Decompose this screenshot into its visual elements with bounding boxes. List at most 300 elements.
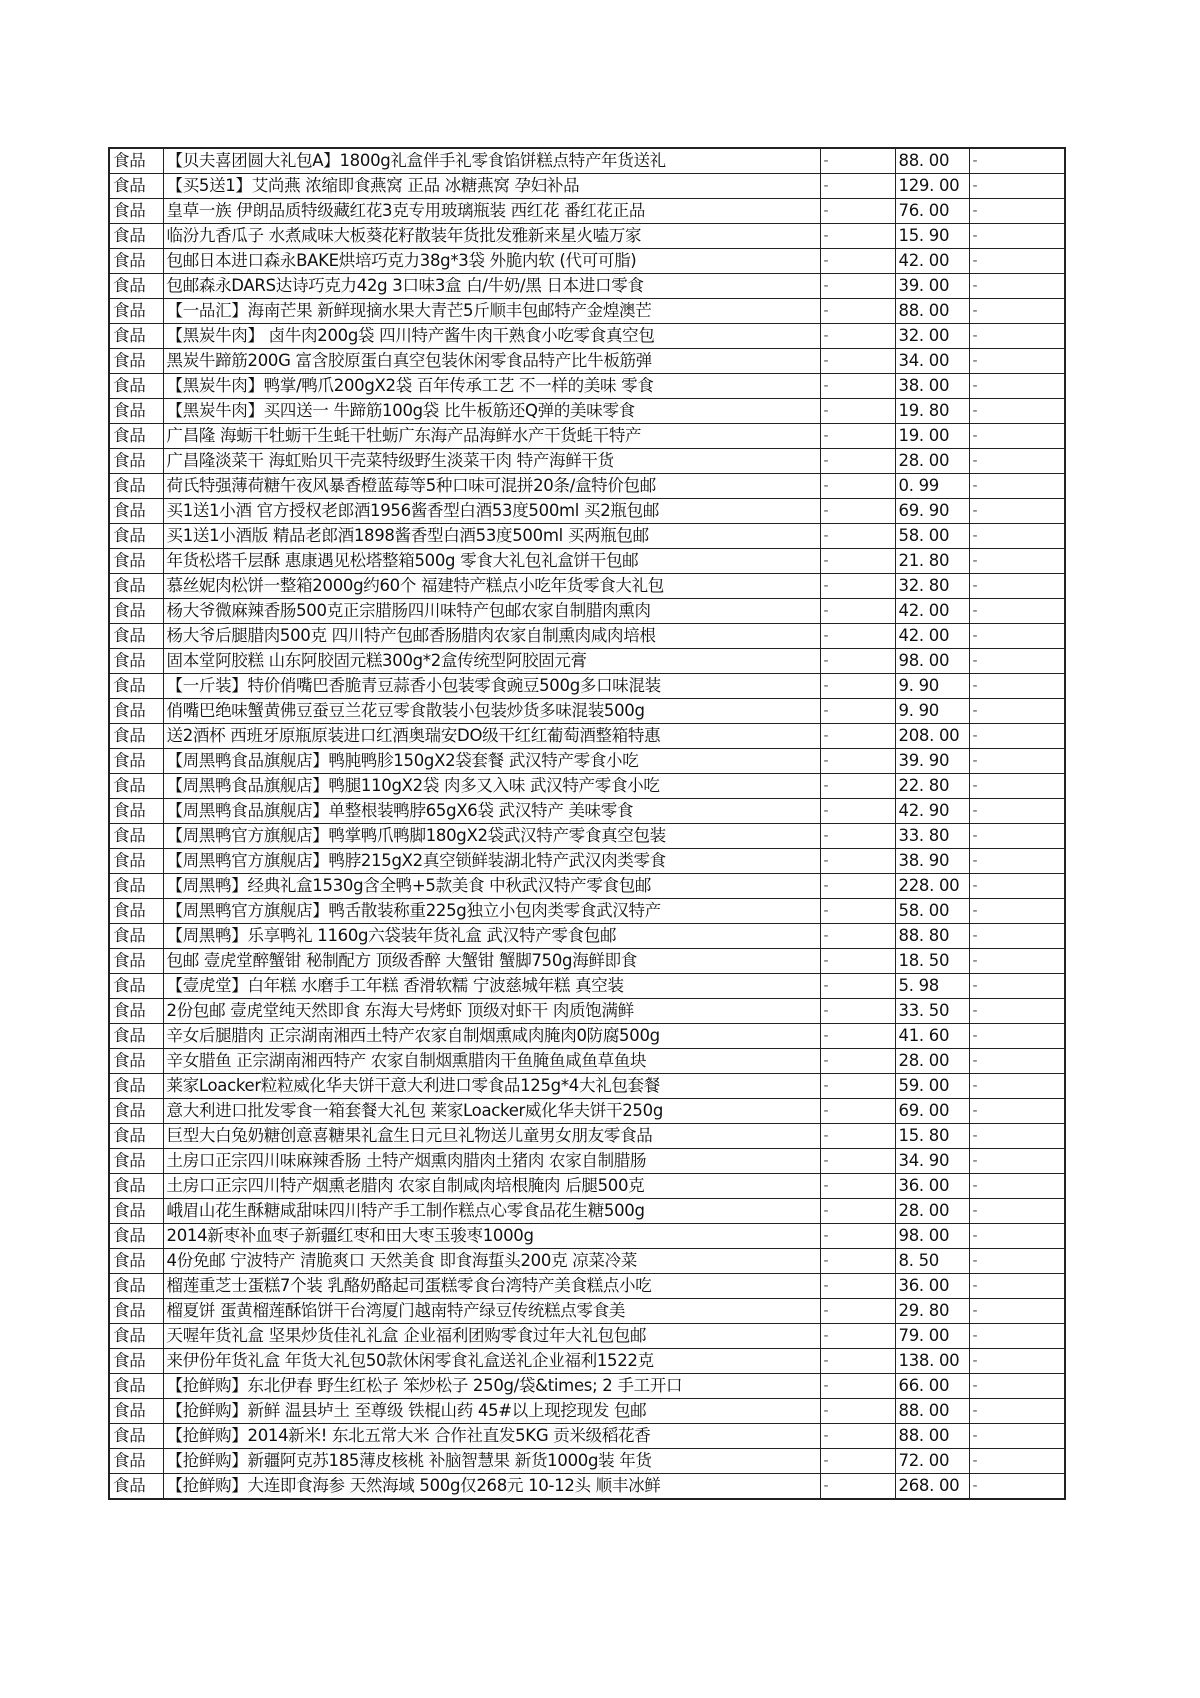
- product-name-cell: 【抢鲜购】新疆阿克苏185薄皮核桃 补脑智慧果 新货1000g装 年货: [163, 1449, 820, 1474]
- category-cell: 食品: [109, 974, 163, 999]
- product-name-cell: 峨眉山花生酥糖咸甜味四川特产手工制作糕点心零食品花生糖500g: [163, 1199, 820, 1224]
- price-cell: 42. 90: [895, 799, 969, 824]
- price-cell: 34. 00: [895, 349, 969, 374]
- blank-cell: -: [820, 599, 895, 624]
- category-cell: 食品: [109, 1424, 163, 1449]
- category-cell: 食品: [109, 399, 163, 424]
- category-cell: 食品: [109, 1349, 163, 1374]
- price-cell: 98. 00: [895, 649, 969, 674]
- note-cell: -: [969, 449, 1065, 474]
- blank-cell: -: [820, 524, 895, 549]
- note-cell: -: [969, 799, 1065, 824]
- table-row: [109, 374, 1065, 399]
- blank-cell: -: [820, 799, 895, 824]
- price-cell: 28. 00: [895, 1199, 969, 1224]
- price-cell: 129. 00: [895, 174, 969, 199]
- note-cell: -: [969, 148, 1065, 174]
- product-name-cell: 【黑炭牛肉】鸭掌/鸭爪200gX2袋 百年传承工艺 不一样的美味 零食: [163, 374, 820, 399]
- price-cell: 34. 90: [895, 1149, 969, 1174]
- category-cell: 食品: [109, 1374, 163, 1399]
- price-cell: 76. 00: [895, 199, 969, 224]
- category-cell: 食品: [109, 824, 163, 849]
- table-row: [109, 874, 1065, 899]
- product-name-cell: 辛女腊鱼 正宗湖南湘西特产 农家自制烟熏腊肉干鱼腌鱼咸鱼草鱼块: [163, 1049, 820, 1074]
- product-name-cell: 【周黑鸭食品旗舰店】鸭肫鸭胗150gX2袋套餐 武汉特产零食小吃: [163, 749, 820, 774]
- category-cell: 食品: [109, 849, 163, 874]
- note-cell: -: [969, 474, 1065, 499]
- table-row: [109, 1449, 1065, 1474]
- product-name-cell: 广昌隆淡菜干 海虹贻贝干壳菜特级野生淡菜干肉 特产海鲜干货: [163, 449, 820, 474]
- category-cell: 食品: [109, 1449, 163, 1474]
- product-name-cell: 俏嘴巴绝味蟹黄佛豆蚕豆兰花豆零食散装小包装炒货多味混装500g: [163, 699, 820, 724]
- product-name-cell: 【周黑鸭】经典礼盒1530g含全鸭+5款美食 中秋武汉特产零食包邮: [163, 874, 820, 899]
- blank-cell: -: [820, 174, 895, 199]
- table-row: [109, 1349, 1065, 1374]
- note-cell: -: [969, 374, 1065, 399]
- table-row: [109, 1299, 1065, 1324]
- note-cell: -: [969, 724, 1065, 749]
- blank-cell: -: [820, 424, 895, 449]
- note-cell: -: [969, 174, 1065, 199]
- price-cell: 42. 00: [895, 624, 969, 649]
- note-cell: -: [969, 299, 1065, 324]
- product-name-cell: 莱家Loacker粒粒威化华夫饼干意大利进口零食品125g*4大礼包套餐: [163, 1074, 820, 1099]
- note-cell: -: [969, 199, 1065, 224]
- note-cell: -: [969, 499, 1065, 524]
- note-cell: -: [969, 1274, 1065, 1299]
- table-row: [109, 649, 1065, 674]
- category-cell: 食品: [109, 1224, 163, 1249]
- table-row: [109, 1399, 1065, 1424]
- table-row: [109, 1474, 1065, 1500]
- product-name-cell: 【抢鲜购】东北伊春 野生红松子 笨炒松子 250g/袋&times; 2 手工开口: [163, 1374, 820, 1399]
- note-cell: -: [969, 1199, 1065, 1224]
- price-cell: 5. 98: [895, 974, 969, 999]
- price-cell: 88. 00: [895, 299, 969, 324]
- table-row: [109, 1074, 1065, 1099]
- table-row: [109, 599, 1065, 624]
- note-cell: -: [969, 924, 1065, 949]
- note-cell: -: [969, 1424, 1065, 1449]
- blank-cell: -: [820, 949, 895, 974]
- blank-cell: -: [820, 724, 895, 749]
- table-row: [109, 674, 1065, 699]
- category-cell: 食品: [109, 174, 163, 199]
- product-name-cell: 【黑炭牛肉】买四送一 牛蹄筋100g袋 比牛板筋还Q弹的美味零食: [163, 399, 820, 424]
- price-cell: 268. 00: [895, 1474, 969, 1500]
- category-cell: 食品: [109, 249, 163, 274]
- price-cell: 29. 80: [895, 1299, 969, 1324]
- category-cell: 食品: [109, 1199, 163, 1224]
- note-cell: -: [969, 699, 1065, 724]
- note-cell: -: [969, 1399, 1065, 1424]
- note-cell: -: [969, 674, 1065, 699]
- category-cell: 食品: [109, 574, 163, 599]
- blank-cell: -: [820, 1274, 895, 1299]
- blank-cell: -: [820, 1149, 895, 1174]
- note-cell: -: [969, 224, 1065, 249]
- product-name-cell: 天喔年货礼盒 坚果炒货佳礼礼盒 企业福利团购零食过年大礼包包邮: [163, 1324, 820, 1349]
- price-cell: 228. 00: [895, 874, 969, 899]
- price-cell: 33. 80: [895, 824, 969, 849]
- category-cell: 食品: [109, 1124, 163, 1149]
- category-cell: 食品: [109, 1074, 163, 1099]
- note-cell: -: [969, 624, 1065, 649]
- blank-cell: -: [820, 674, 895, 699]
- product-name-cell: 固本堂阿胶糕 山东阿胶固元糕300g*2盒传统型阿胶固元膏: [163, 649, 820, 674]
- product-name-cell: 2份包邮 壹虎堂纯天然即食 东海大号烤虾 顶级对虾干 肉质饱满鲜: [163, 999, 820, 1024]
- price-cell: 19. 00: [895, 424, 969, 449]
- product-name-cell: 买1送1小酒 官方授权老郎酒1956酱香型白酒53度500ml 买2瓶包邮: [163, 499, 820, 524]
- note-cell: -: [969, 549, 1065, 574]
- product-name-cell: 【周黑鸭官方旗舰店】鸭脖215gX2真空锁鲜装湖北特产武汉肉类零食: [163, 849, 820, 874]
- table-row: [109, 199, 1065, 224]
- product-name-cell: 临汾九香瓜子 水煮咸味大板葵花籽散装年货批发雅新来星火嗑万家: [163, 224, 820, 249]
- table-row: [109, 349, 1065, 374]
- price-cell: 32. 00: [895, 324, 969, 349]
- note-cell: -: [969, 1324, 1065, 1349]
- price-cell: 15. 80: [895, 1124, 969, 1149]
- product-name-cell: 巨型大白兔奶糖创意喜糖果礼盒生日元旦礼物送儿童男女朋友零食品: [163, 1124, 820, 1149]
- note-cell: -: [969, 1124, 1065, 1149]
- note-cell: -: [969, 399, 1065, 424]
- blank-cell: -: [820, 774, 895, 799]
- price-cell: 15. 90: [895, 224, 969, 249]
- table-row: [109, 949, 1065, 974]
- product-name-cell: 包邮 壹虎堂醉蟹钳 秘制配方 顶级香醉 大蟹钳 蟹脚750g海鲜即食: [163, 949, 820, 974]
- table-row: [109, 299, 1065, 324]
- table-row: [109, 524, 1065, 549]
- price-cell: 22. 80: [895, 774, 969, 799]
- table-row: [109, 724, 1065, 749]
- product-name-cell: 土房口正宗四川特产烟熏老腊肉 农家自制咸肉培根腌肉 后腿500克: [163, 1174, 820, 1199]
- table-row: [109, 148, 1065, 174]
- blank-cell: -: [820, 1174, 895, 1199]
- price-cell: 88. 00: [895, 1424, 969, 1449]
- table-row: [109, 899, 1065, 924]
- product-name-cell: 【一品汇】海南芒果 新鲜现摘水果大青芒5斤顺丰包邮特产金煌澳芒: [163, 299, 820, 324]
- note-cell: -: [969, 849, 1065, 874]
- price-cell: 18. 50: [895, 949, 969, 974]
- product-name-cell: 杨大爷微麻辣香肠500克正宗腊肠四川味特产包邮农家自制腊肉熏肉: [163, 599, 820, 624]
- note-cell: -: [969, 974, 1065, 999]
- blank-cell: -: [820, 1224, 895, 1249]
- price-cell: 138. 00: [895, 1349, 969, 1374]
- table-row: [109, 974, 1065, 999]
- blank-cell: -: [820, 624, 895, 649]
- blank-cell: -: [820, 1399, 895, 1424]
- blank-cell: -: [820, 1299, 895, 1324]
- category-cell: 食品: [109, 1149, 163, 1174]
- product-name-cell: 荷氏特强薄荷糖午夜风暴香橙蓝莓等5种口味可混拼20条/盒特价包邮: [163, 474, 820, 499]
- table-row: [109, 1249, 1065, 1274]
- blank-cell: -: [820, 1099, 895, 1124]
- table-row: [109, 499, 1065, 524]
- price-cell: 58. 00: [895, 524, 969, 549]
- table-row: [109, 624, 1065, 649]
- category-cell: 食品: [109, 199, 163, 224]
- product-table: [108, 147, 1066, 1500]
- note-cell: -: [969, 1174, 1065, 1199]
- note-cell: -: [969, 1049, 1065, 1074]
- price-cell: 21. 80: [895, 549, 969, 574]
- category-cell: 食品: [109, 324, 163, 349]
- note-cell: -: [969, 599, 1065, 624]
- note-cell: -: [969, 899, 1065, 924]
- category-cell: 食品: [109, 299, 163, 324]
- product-name-cell: 意大利进口批发零食一箱套餐大礼包 莱家Loacker威化华夫饼干250g: [163, 1099, 820, 1124]
- category-cell: 食品: [109, 1274, 163, 1299]
- price-cell: 42. 00: [895, 249, 969, 274]
- category-cell: 食品: [109, 1299, 163, 1324]
- price-cell: 69. 00: [895, 1099, 969, 1124]
- note-cell: -: [969, 999, 1065, 1024]
- table-row: [109, 174, 1065, 199]
- note-cell: -: [969, 524, 1065, 549]
- category-cell: 食品: [109, 874, 163, 899]
- note-cell: -: [969, 424, 1065, 449]
- category-cell: 食品: [109, 749, 163, 774]
- price-cell: 72. 00: [895, 1449, 969, 1474]
- category-cell: 食品: [109, 374, 163, 399]
- category-cell: 食品: [109, 524, 163, 549]
- note-cell: -: [969, 249, 1065, 274]
- table-row: [109, 699, 1065, 724]
- price-cell: 32. 80: [895, 574, 969, 599]
- price-cell: 28. 00: [895, 1049, 969, 1074]
- category-cell: 食品: [109, 1174, 163, 1199]
- category-cell: 食品: [109, 999, 163, 1024]
- price-cell: 39. 00: [895, 274, 969, 299]
- category-cell: 食品: [109, 549, 163, 574]
- note-cell: -: [969, 324, 1065, 349]
- blank-cell: -: [820, 199, 895, 224]
- table-row: [109, 1174, 1065, 1199]
- table-row: [109, 1274, 1065, 1299]
- table-row: [109, 1024, 1065, 1049]
- product-name-cell: 杨大爷后腿腊肉500克 四川特产包邮香肠腊肉农家自制熏肉咸肉培根: [163, 624, 820, 649]
- product-name-cell: 【买5送1】艾尚燕 浓缩即食燕窝 正品 冰糖燕窝 孕妇补品: [163, 174, 820, 199]
- category-cell: 食品: [109, 599, 163, 624]
- table-row: [109, 1374, 1065, 1399]
- table-row: [109, 399, 1065, 424]
- table-row: [109, 224, 1065, 249]
- blank-cell: -: [820, 549, 895, 574]
- product-name-cell: 【贝夫喜团圆大礼包A】1800g礼盒伴手礼零食馅饼糕点特产年货送礼: [163, 148, 820, 174]
- category-cell: 食品: [109, 1099, 163, 1124]
- category-cell: 食品: [109, 1324, 163, 1349]
- price-cell: 208. 00: [895, 724, 969, 749]
- blank-cell: -: [820, 324, 895, 349]
- table-row: [109, 924, 1065, 949]
- blank-cell: -: [820, 474, 895, 499]
- category-cell: 食品: [109, 1249, 163, 1274]
- table-row: [109, 1149, 1065, 1174]
- product-name-cell: 【周黑鸭官方旗舰店】鸭掌鸭爪鸭脚180gX2袋武汉特产零食真空包装: [163, 824, 820, 849]
- note-cell: -: [969, 649, 1065, 674]
- blank-cell: -: [820, 349, 895, 374]
- blank-cell: -: [820, 924, 895, 949]
- price-cell: 58. 00: [895, 899, 969, 924]
- price-cell: 33. 50: [895, 999, 969, 1024]
- table-row: [109, 749, 1065, 774]
- product-name-cell: 辛女后腿腊肉 正宗湖南湘西土特产农家自制烟熏咸肉腌肉0防腐500g: [163, 1024, 820, 1049]
- price-cell: 36. 00: [895, 1174, 969, 1199]
- blank-cell: -: [820, 499, 895, 524]
- category-cell: 食品: [109, 148, 163, 174]
- category-cell: 食品: [109, 724, 163, 749]
- product-name-cell: 年货松塔千层酥 惠康遇见松塔整箱500g 零食大礼包礼盒饼干包邮: [163, 549, 820, 574]
- product-name-cell: 包邮森永DARS达诗巧克力42g 3口味3盒 白/牛奶/黑 日本进口零食: [163, 274, 820, 299]
- price-cell: 79. 00: [895, 1324, 969, 1349]
- price-cell: 88. 80: [895, 924, 969, 949]
- category-cell: 食品: [109, 224, 163, 249]
- table-row: [109, 849, 1065, 874]
- price-cell: 28. 00: [895, 449, 969, 474]
- category-cell: 食品: [109, 1474, 163, 1500]
- product-name-cell: 包邮日本进口森永BAKE烘培巧克力38g*3袋 外脆内软 (代可可脂): [163, 249, 820, 274]
- table-row: [109, 799, 1065, 824]
- table-row: [109, 249, 1065, 274]
- table-row: [109, 1224, 1065, 1249]
- product-name-cell: 来伊份年货礼盒 年货大礼包50款休闲零食礼盒送礼企业福利1522克: [163, 1349, 820, 1374]
- note-cell: -: [969, 1349, 1065, 1374]
- table-row: [109, 424, 1065, 449]
- blank-cell: -: [820, 1474, 895, 1500]
- blank-cell: -: [820, 1449, 895, 1474]
- category-cell: 食品: [109, 1049, 163, 1074]
- product-name-cell: 【周黑鸭食品旗舰店】单整根装鸭脖65gX6袋 武汉特产 美味零食: [163, 799, 820, 824]
- blank-cell: -: [820, 274, 895, 299]
- product-name-cell: 【周黑鸭】乐享鸭礼 1160g六袋装年货礼盒 武汉特产零食包邮: [163, 924, 820, 949]
- table-row: [109, 474, 1065, 499]
- product-name-cell: 【黑炭牛肉】 卤牛肉200g袋 四川特产酱牛肉干熟食小吃零食真空包: [163, 324, 820, 349]
- product-name-cell: 【周黑鸭官方旗舰店】鸭舌散装称重225g独立小包肉类零食武汉特产: [163, 899, 820, 924]
- table-row: [109, 824, 1065, 849]
- table-row: [109, 324, 1065, 349]
- note-cell: -: [969, 1299, 1065, 1324]
- blank-cell: -: [820, 299, 895, 324]
- blank-cell: -: [820, 874, 895, 899]
- blank-cell: -: [820, 974, 895, 999]
- blank-cell: -: [820, 1424, 895, 1449]
- table-row: [109, 549, 1065, 574]
- note-cell: -: [969, 1224, 1065, 1249]
- blank-cell: -: [820, 374, 895, 399]
- price-cell: 9. 90: [895, 699, 969, 724]
- category-cell: 食品: [109, 774, 163, 799]
- blank-cell: -: [820, 649, 895, 674]
- table-row: [109, 1324, 1065, 1349]
- note-cell: -: [969, 1149, 1065, 1174]
- blank-cell: -: [820, 1199, 895, 1224]
- note-cell: -: [969, 874, 1065, 899]
- category-cell: 食品: [109, 624, 163, 649]
- product-name-cell: 【周黑鸭食品旗舰店】鸭腿110gX2袋 肉多又入味 武汉特产零食小吃: [163, 774, 820, 799]
- blank-cell: -: [820, 1024, 895, 1049]
- blank-cell: -: [820, 749, 895, 774]
- blank-cell: -: [820, 1249, 895, 1274]
- note-cell: -: [969, 1374, 1065, 1399]
- blank-cell: -: [820, 999, 895, 1024]
- price-cell: 42. 00: [895, 599, 969, 624]
- blank-cell: -: [820, 1074, 895, 1099]
- table-row: [109, 1199, 1065, 1224]
- note-cell: -: [969, 1074, 1065, 1099]
- table-row: [109, 449, 1065, 474]
- product-name-cell: 慕丝妮肉松饼一整箱2000g约60个 福建特产糕点小吃年货零食大礼包: [163, 574, 820, 599]
- table-row: [109, 1124, 1065, 1149]
- blank-cell: -: [820, 1324, 895, 1349]
- blank-cell: -: [820, 849, 895, 874]
- category-cell: 食品: [109, 799, 163, 824]
- category-cell: 食品: [109, 274, 163, 299]
- product-name-cell: 【抢鲜购】2014新米! 东北五常大米 合作社直发5KG 贡米级稻花香: [163, 1424, 820, 1449]
- note-cell: -: [969, 1249, 1065, 1274]
- category-cell: 食品: [109, 899, 163, 924]
- product-name-cell: 土房口正宗四川味麻辣香肠 土特产烟熏肉腊肉土猪肉 农家自制腊肠: [163, 1149, 820, 1174]
- price-cell: 69. 90: [895, 499, 969, 524]
- note-cell: -: [969, 824, 1065, 849]
- product-name-cell: 2014新枣补血枣子新疆红枣和田大枣玉骏枣1000g: [163, 1224, 820, 1249]
- blank-cell: -: [820, 824, 895, 849]
- category-cell: 食品: [109, 349, 163, 374]
- product-name-cell: 【一斤装】特价俏嘴巴香脆青豆蒜香小包装零食豌豆500g多口味混装: [163, 674, 820, 699]
- category-cell: 食品: [109, 1024, 163, 1049]
- price-cell: 59. 00: [895, 1074, 969, 1099]
- category-cell: 食品: [109, 699, 163, 724]
- table-row: [109, 999, 1065, 1024]
- product-name-cell: 皇草一族 伊朗品质特级藏红花3克专用玻璃瓶装 西红花 番红花正品: [163, 199, 820, 224]
- price-cell: 98. 00: [895, 1224, 969, 1249]
- price-cell: 9. 90: [895, 674, 969, 699]
- product-name-cell: 4份免邮 宁波特产 清脆爽口 天然美食 即食海蜇头200克 凉菜冷菜: [163, 1249, 820, 1274]
- product-name-cell: 送2酒杯 西班牙原瓶原装进口红酒奥瑞安DO级干红红葡萄酒整箱特惠: [163, 724, 820, 749]
- price-cell: 38. 00: [895, 374, 969, 399]
- category-cell: 食品: [109, 949, 163, 974]
- category-cell: 食品: [109, 674, 163, 699]
- price-cell: 36. 00: [895, 1274, 969, 1299]
- note-cell: -: [969, 1474, 1065, 1500]
- blank-cell: -: [820, 1124, 895, 1149]
- blank-cell: -: [820, 148, 895, 174]
- blank-cell: -: [820, 399, 895, 424]
- price-cell: 38. 90: [895, 849, 969, 874]
- price-cell: 88. 00: [895, 1399, 969, 1424]
- note-cell: -: [969, 1024, 1065, 1049]
- blank-cell: -: [820, 699, 895, 724]
- table-row: [109, 1049, 1065, 1074]
- note-cell: -: [969, 949, 1065, 974]
- product-name-cell: 【抢鲜购】大连即食海参 天然海域 500g仅268元 10-12头 顺丰冰鲜: [163, 1474, 820, 1500]
- category-cell: 食品: [109, 449, 163, 474]
- category-cell: 食品: [109, 649, 163, 674]
- product-name-cell: 【抢鲜购】新鲜 温县垆土 至尊级 铁棍山药 45#以上现挖现发 包邮: [163, 1399, 820, 1424]
- price-cell: 8. 50: [895, 1249, 969, 1274]
- price-cell: 0. 99: [895, 474, 969, 499]
- blank-cell: -: [820, 899, 895, 924]
- blank-cell: -: [820, 449, 895, 474]
- note-cell: -: [969, 749, 1065, 774]
- table-row: [109, 274, 1065, 299]
- blank-cell: -: [820, 1374, 895, 1399]
- product-name-cell: 榴莲重芝士蛋糕7个装 乳酪奶酪起司蛋糕零食台湾特产美食糕点小吃: [163, 1274, 820, 1299]
- table-row: [109, 1424, 1065, 1449]
- note-cell: -: [969, 274, 1065, 299]
- blank-cell: -: [820, 574, 895, 599]
- price-cell: 39. 90: [895, 749, 969, 774]
- category-cell: 食品: [109, 924, 163, 949]
